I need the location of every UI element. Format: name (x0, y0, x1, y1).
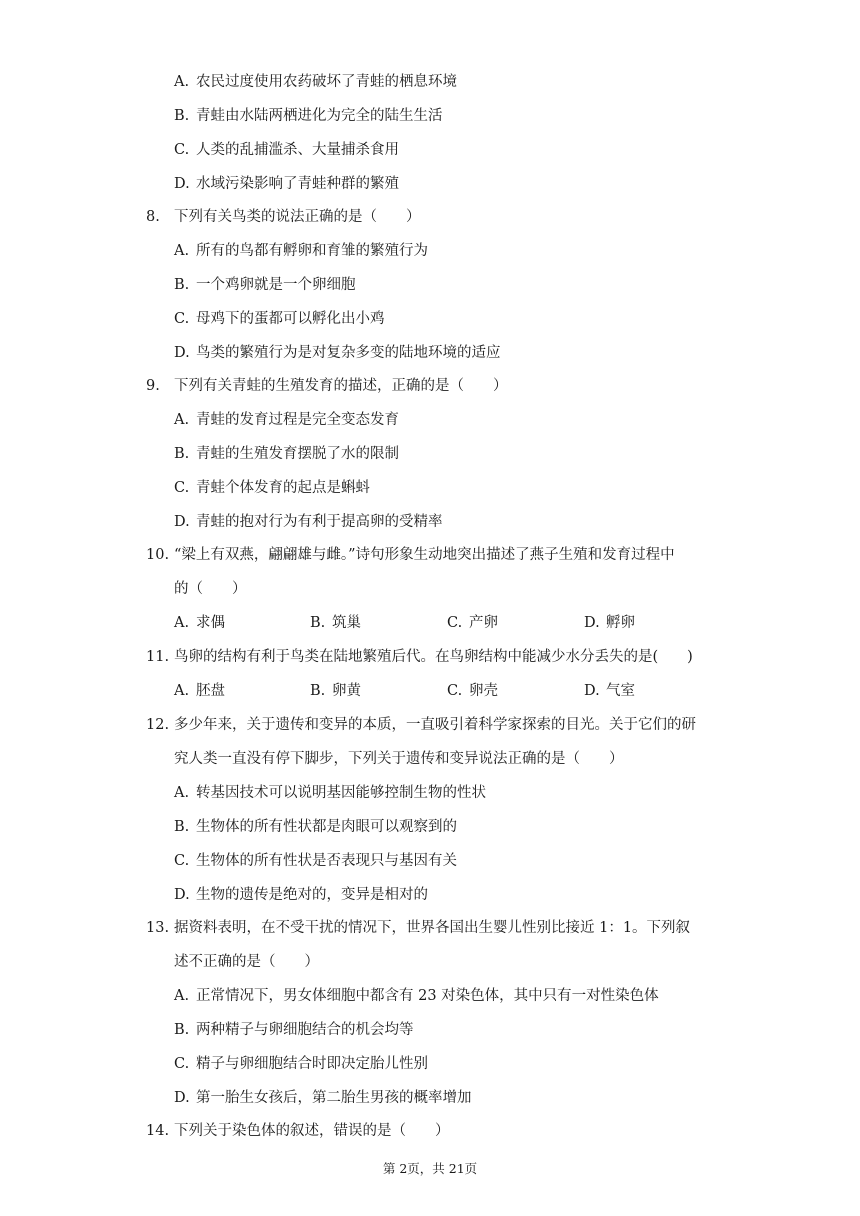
option-text: 鸟类的繁殖行为是对复杂多变的陆地环境的适应 (196, 345, 501, 361)
option-text: 青蛙的抱对行为有利于提高卵的受精率 (196, 514, 443, 530)
q12-option-a (174, 783, 486, 803)
option-text: 卵黄 (332, 683, 361, 699)
option-text: 农民过度使用农药破坏了青蛙的栖息环境 (196, 74, 457, 90)
option-letter: C. (174, 480, 190, 496)
option-text: 气室 (606, 683, 635, 699)
option-letter: A. (174, 243, 190, 259)
q9-option-b (174, 444, 399, 464)
q10-number: 10. (146, 547, 170, 563)
q11-option-a (174, 681, 225, 701)
option-text: 人类的乱捕滥杀、大量捕杀食用 (196, 142, 399, 158)
option-text: 水域污染影响了青蛙种群的繁殖 (196, 176, 399, 192)
option-text: 所有的鸟都有孵卵和育雏的繁殖行为 (196, 243, 428, 259)
q12-option-d (174, 885, 428, 905)
option-letter: A. (174, 615, 190, 631)
option-letter: D. (174, 1090, 190, 1106)
q11-option-d (584, 681, 635, 701)
q12-option-c (174, 851, 457, 871)
option-text: 一个鸡卵就是一个卵细胞 (196, 277, 356, 293)
q7-option-b (174, 106, 443, 126)
q11-stem: 鸟卵的结构有利于鸟类在陆地繁殖后代。在鸟卵结构中能减少水分丢失的是( ) (174, 649, 693, 665)
option-text: 转基因技术可以说明基因能够控制生物的性状 (196, 785, 486, 801)
option-text: 孵卵 (606, 615, 635, 631)
q13-option-d (174, 1088, 472, 1108)
option-letter: A. (174, 988, 190, 1004)
q10-stem-line1: “梁上有双燕，翩翩雄与雌。”诗句形象生动地突出描述了燕子生殖和发育过程中 (174, 547, 675, 563)
option-letter: D. (174, 345, 190, 361)
q12-stem-line2: 究人类一直没有停下脚步，下列关于遗传和变异说法正确的是（ ） (174, 751, 624, 767)
q12-stem-line1: 多少年来，关于遗传和变异的本质，一直吸引着科学家探索的目光。关于它们的研 (174, 717, 696, 733)
q11-option-c (447, 681, 498, 701)
option-text: 生物体的所有性状都是肉眼可以观察到的 (196, 819, 457, 835)
q8-number: 8. (146, 209, 160, 225)
option-letter: C. (174, 853, 190, 869)
option-letter: B. (174, 1022, 190, 1038)
q9-option-d (174, 512, 443, 532)
q7-option-c (174, 140, 399, 160)
q10-option-d (584, 613, 635, 633)
q14-number: 14. (146, 1123, 170, 1139)
option-text: 两种精子与卵细胞结合的机会均等 (196, 1022, 414, 1038)
q8-option-a (174, 241, 428, 261)
option-letter: A. (174, 683, 190, 699)
q10-option-c (447, 613, 498, 633)
option-text: 第一胎生女孩后，第二胎生男孩的概率增加 (196, 1090, 472, 1106)
option-text: 青蛙由水陆两栖进化为完全的陆生生活 (196, 108, 443, 124)
option-text: 青蛙的生殖发育摆脱了水的限制 (196, 446, 399, 462)
q13-option-c (174, 1054, 428, 1074)
page-footer: 第 2页，共 21页 (382, 1161, 478, 1176)
option-letter: C. (174, 311, 190, 327)
q8-option-d (174, 343, 501, 363)
q11-number: 11. (146, 649, 170, 665)
q8-option-b (174, 275, 356, 295)
option-text: 母鸡下的蛋都可以孵化出小鸡 (196, 311, 385, 327)
option-text: 生物体的所有性状是否表现只与基因有关 (196, 853, 457, 869)
option-letter: A. (174, 785, 190, 801)
q9-option-c (174, 478, 370, 498)
q13-stem-line1: 据资料表明，在不受干扰的情况下，世界各国出生婴儿性别比接近 1：1。下列叙 (174, 920, 691, 936)
option-letter: D. (174, 176, 190, 192)
option-text: 求偶 (196, 615, 225, 631)
option-letter: A. (174, 74, 190, 90)
option-letter: B. (174, 446, 190, 462)
q13-stem-line2: 述不正确的是（ ） (174, 954, 319, 970)
option-text: 产卵 (469, 615, 498, 631)
option-text: 青蛙的发育过程是完全变态发育 (196, 412, 399, 428)
q7-option-d (174, 174, 399, 194)
option-letter: D. (584, 683, 600, 699)
option-letter: B. (310, 615, 326, 631)
q12-option-b (174, 817, 457, 837)
option-text: 精子与卵细胞结合时即决定胎儿性别 (196, 1056, 428, 1072)
option-text: 青蛙个体发育的起点是蝌蚪 (196, 480, 370, 496)
q10-option-a (174, 613, 225, 633)
q14-stem: 下列关于染色体的叙述，错误的是（ ） (174, 1123, 450, 1139)
option-letter: B. (174, 819, 190, 835)
option-text: 正常情况下，男女体细胞中都含有 23 对染色体，其中只有一对性染色体 (196, 988, 659, 1004)
q9-number: 9. (146, 378, 160, 394)
option-letter: D. (174, 514, 190, 530)
option-letter: A. (174, 412, 190, 428)
q12-number: 12. (146, 717, 170, 733)
option-letter: D. (584, 615, 600, 631)
option-letter: C. (174, 1056, 190, 1072)
option-letter: B. (174, 108, 190, 124)
q13-number: 13. (146, 920, 170, 936)
q9-stem: 下列有关青蛙的生殖发育的描述，正确的是（ ） (174, 378, 508, 394)
option-text: 胚盘 (196, 683, 225, 699)
option-text: 生物的遗传是绝对的，变异是相对的 (196, 887, 428, 903)
q8-stem: 下列有关鸟类的说法正确的是（ ） (174, 209, 421, 225)
q7-option-a (174, 72, 457, 92)
option-letter: C. (447, 615, 463, 631)
q13-option-b (174, 1020, 414, 1040)
q11-option-b (310, 681, 361, 701)
option-text: 筑巢 (332, 615, 361, 631)
q13-option-a (174, 986, 659, 1006)
option-letter: C. (174, 142, 190, 158)
q10-stem-line2: 的（ ） (174, 581, 247, 597)
q9-option-a (174, 410, 399, 430)
q8-option-c (174, 309, 385, 329)
option-letter: B. (174, 277, 190, 293)
q10-option-b (310, 613, 361, 633)
option-text: 卵壳 (469, 683, 498, 699)
option-letter: B. (310, 683, 326, 699)
option-letter: C. (447, 683, 463, 699)
option-letter: D. (174, 887, 190, 903)
